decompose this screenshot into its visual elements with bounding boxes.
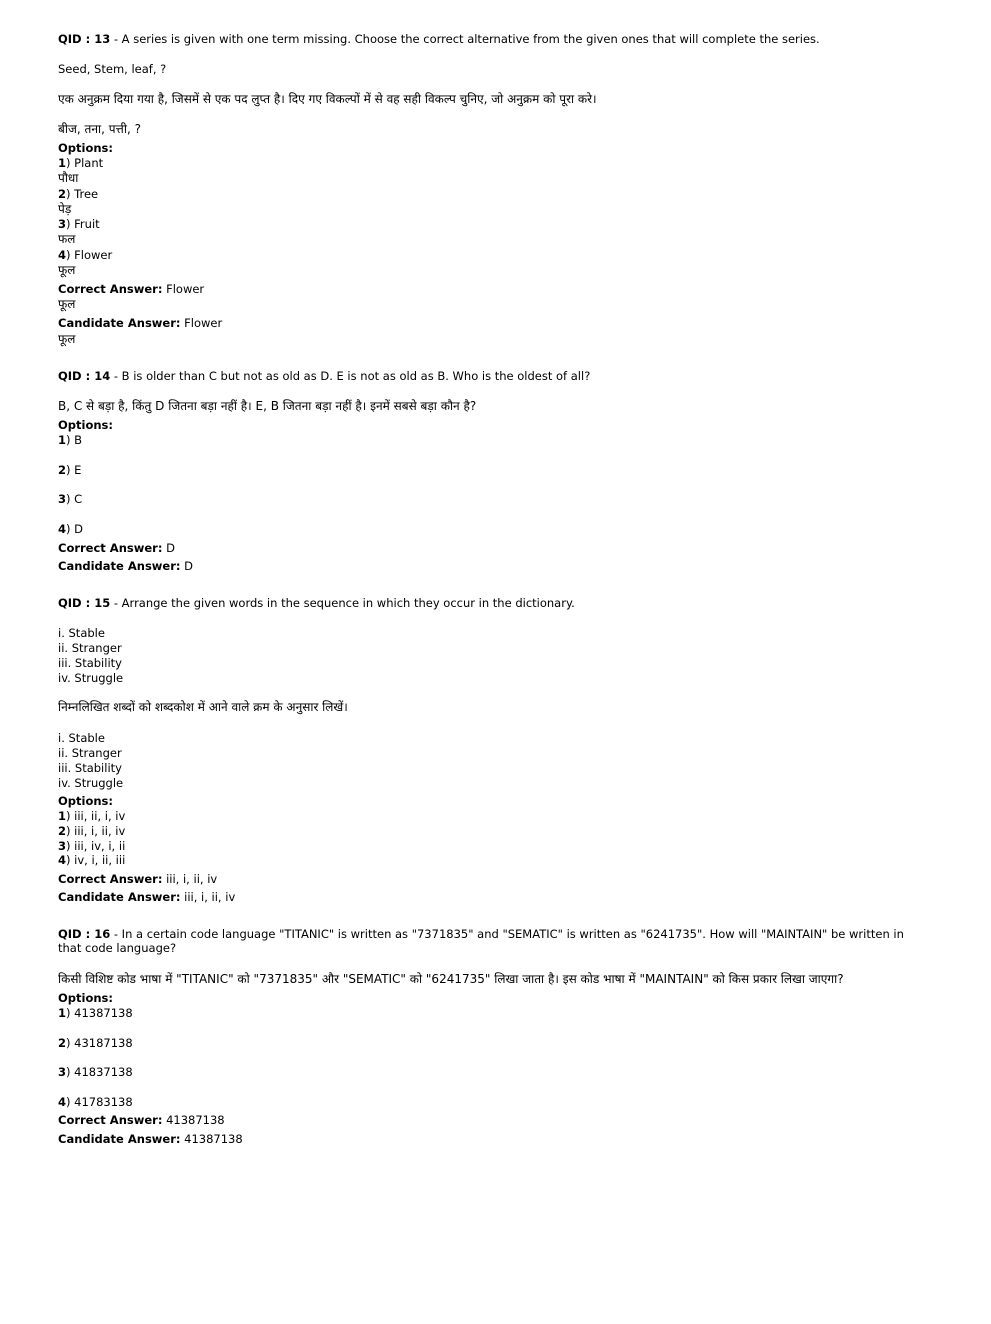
- qid-label: QID : 16: [58, 927, 111, 941]
- option-2: 2) E: [58, 463, 82, 477]
- word-item: iii. Stability: [58, 761, 122, 775]
- options-label: Options:: [58, 794, 113, 808]
- candidate-answer-hindi: फूल: [58, 332, 76, 346]
- options-label: Options:: [58, 418, 113, 432]
- word-item: i. Stable: [58, 626, 105, 640]
- option-2: 2) iii, i, ii, iv: [58, 824, 126, 838]
- question-16-text: QID : 16 - In a certain code language "TITANIC" is written as "7371835" and "SEMATIC" is written as "6241735". How will "MAINTAIN" be written in that code language?: [58, 927, 904, 955]
- correct-answer: Correct Answer: iii, i, ii, iv: [58, 872, 218, 886]
- word-item: ii. Stranger: [58, 641, 122, 655]
- option-4-hindi: फूल: [58, 263, 76, 277]
- question-16-hindi: किसी विशिष्ट कोड भाषा में "TITANIC" को "7371835" और "SEMATIC" को "6241735" लिखा जाता है। इस कोड भाषा में "MAINTAIN" को किस प्रकार लिखा जाएगा?: [58, 972, 844, 986]
- candidate-answer: Candidate Answer: Flower: [58, 316, 223, 330]
- question-15-hindi: निम्नलिखित शब्दों को शब्दकोश में आने वाले क्रम के अनुसार लिखें।: [58, 700, 348, 714]
- option-1: 1) 41387138: [58, 1006, 133, 1020]
- option-4: 4) Flower: [58, 248, 113, 262]
- word-item: ii. Stranger: [58, 746, 122, 760]
- option-1: 1) iii, ii, i, iv: [58, 809, 126, 823]
- word-item: i. Stable: [58, 731, 105, 745]
- correct-answer-hindi: फूल: [58, 297, 76, 311]
- candidate-answer: Candidate Answer: 41387138: [58, 1132, 243, 1146]
- option-4: 4) D: [58, 522, 84, 536]
- word-item: iv. Struggle: [58, 776, 124, 790]
- option-3: 3) iii, iv, i, ii: [58, 839, 126, 853]
- option-2: 2) 43187138: [58, 1036, 133, 1050]
- correct-answer: Correct Answer: 41387138: [58, 1113, 225, 1127]
- question-15-text: QID : 15 - Arrange the given words in the sequence in which they occur in the dictionary.: [58, 596, 575, 610]
- word-item: iv. Struggle: [58, 671, 124, 685]
- options-label: Options:: [58, 991, 113, 1005]
- option-4: 4) 41783138: [58, 1095, 133, 1109]
- correct-answer: Correct Answer: Flower: [58, 282, 205, 296]
- qid-label: QID : 13: [58, 32, 111, 46]
- series-hindi: बीज, तना, पत्ती, ?: [58, 122, 141, 136]
- qid-label: QID : 14: [58, 369, 111, 383]
- option-3: 3) C: [58, 492, 83, 506]
- option-1-hindi: पौधा: [58, 171, 79, 185]
- option-3: 3) 41837138: [58, 1065, 133, 1079]
- question-13-hindi: एक अनुक्रम दिया गया है, जिसमें से एक पद लुप्त है। दिए गए विकल्पों में से वह सही विकल्प चुनिए, जो अनुक्रम को पूरा करे।: [58, 92, 597, 106]
- option-3: 3) Fruit: [58, 217, 100, 231]
- options-label: Options:: [58, 141, 113, 155]
- option-2-hindi: पेड़: [58, 202, 72, 216]
- option-1: 1) B: [58, 433, 83, 447]
- correct-answer: Correct Answer: D: [58, 541, 175, 555]
- candidate-answer: Candidate Answer: iii, i, ii, iv: [58, 890, 236, 904]
- option-2: 2) Tree: [58, 187, 99, 201]
- option-4: 4) iv, i, ii, iii: [58, 853, 126, 867]
- question-13-text: QID : 13 - A series is given with one term missing. Choose the correct alternative from the given ones that will complete the series.: [58, 32, 820, 46]
- question-14-text: QID : 14 - B is older than C but not as old as D. E is not as old as B. Who is the oldest of all?: [58, 369, 591, 383]
- option-3-hindi: फल: [58, 232, 76, 246]
- question-14-hindi: B, C से बड़ा है, किंतु D जितना बड़ा नहीं है। E, B जितना बड़ा नहीं है। इनमें सबसे बड़ा कौन है?: [58, 399, 477, 413]
- word-item: iii. Stability: [58, 656, 122, 670]
- series-english: Seed, Stem, leaf, ?: [58, 62, 167, 76]
- qid-label: QID : 15: [58, 596, 111, 610]
- option-1: 1) Plant: [58, 156, 104, 170]
- candidate-answer: Candidate Answer: D: [58, 559, 193, 573]
